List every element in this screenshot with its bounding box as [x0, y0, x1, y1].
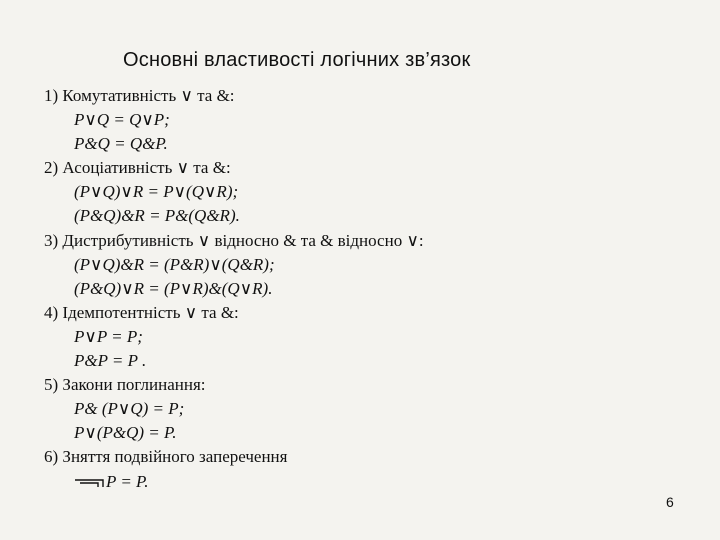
item-title: Дистрибутивність ∨ відносно & та & відносно ∨:	[62, 230, 424, 250]
list-item-heading	[44, 84, 704, 108]
item-title: Асоціативність ∨ та &:	[62, 158, 231, 178]
formula-line	[44, 325, 704, 349]
slide-title: Основні властивості логічних зв’язок	[123, 49, 471, 71]
list-item-heading	[44, 229, 704, 253]
item-title: Закони поглинання:	[62, 375, 206, 395]
formula-line	[44, 421, 704, 445]
formula-text: P&P = P .	[74, 351, 147, 371]
formula-line	[44, 470, 704, 494]
properties-list	[44, 84, 704, 494]
formula-text: P∨Q = Q∨P;	[74, 110, 170, 130]
item-number: 4)	[44, 302, 59, 322]
formula-text: (P&Q)∨R = (P∨R)&(Q∨R).	[74, 278, 273, 298]
list-item-heading	[44, 301, 704, 325]
item-number: 1)	[44, 86, 59, 105]
formula-text: (P∨Q)&R = (P&R)∨(Q&R);	[74, 254, 275, 274]
item-number: 3)	[44, 230, 59, 250]
formula-text: P∨(P&Q) = P.	[74, 423, 177, 443]
list-item-heading	[44, 445, 704, 469]
formula-text: P&Q = Q&P.	[74, 134, 168, 154]
item-title: Комутативність ∨ та &:	[62, 86, 235, 105]
formula-text: (P&Q)&R = P&(Q&R).	[74, 206, 240, 226]
item-title: Ідемпотентність ∨ та &:	[62, 302, 239, 322]
item-title: Зняття подвійного заперечення	[62, 447, 288, 467]
formula-line	[44, 277, 704, 301]
item-number: 2)	[44, 158, 59, 178]
formula-line	[44, 204, 704, 228]
formula-text: (P∨Q)∨R = P∨(Q∨R);	[74, 182, 239, 202]
formula-line	[44, 180, 704, 204]
formula-text: P∨P = P;	[74, 326, 143, 346]
formula-text: P& (P∨Q) = P;	[74, 399, 185, 419]
formula-line	[44, 397, 704, 421]
double-negation-icon	[74, 478, 104, 488]
formula-line	[44, 349, 704, 373]
list-item-heading	[44, 156, 704, 180]
formula-line	[44, 132, 704, 156]
item-number: 6)	[44, 447, 59, 467]
page-number: 6	[666, 494, 674, 510]
formula-line	[44, 108, 704, 132]
list-item-heading	[44, 373, 704, 397]
formula-text: P = P.	[106, 471, 149, 491]
item-number: 5)	[44, 375, 59, 395]
formula-line	[44, 253, 704, 277]
